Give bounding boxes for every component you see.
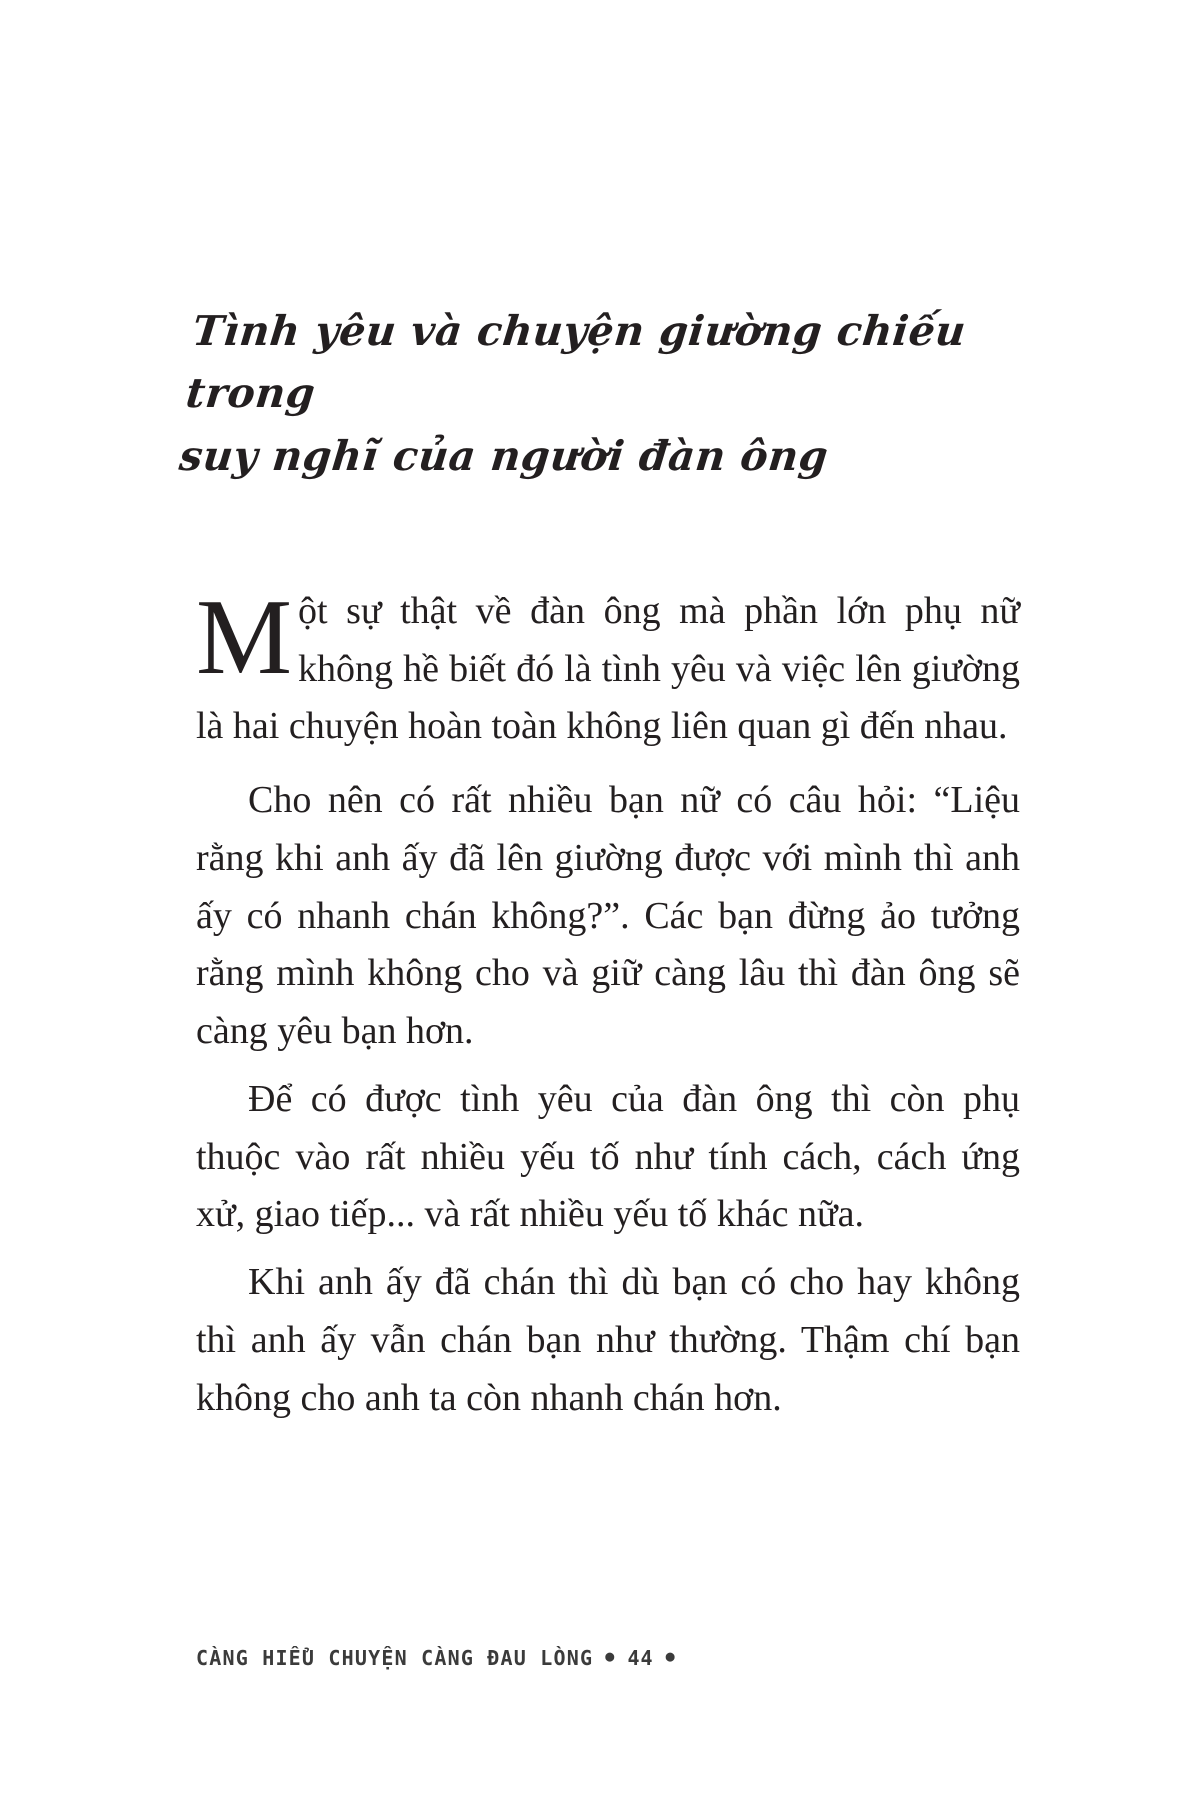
paragraph-1: Một sự thật về đàn ông mà phần lớn phụ nữ không hề biết đó là tình yêu và việc lên giường là hai chuyện hoàn toàn không liên quan gì đến nhau. (196, 577, 1020, 748)
page-number: 44 (627, 1646, 654, 1670)
paragraph-3: Để có được tình yêu của đàn ông thì còn phụ thuộc vào rất nhiều yếu tố như tính cách, cách ứng xử, giao tiếp... và rất nhiều yếu tố khác nữa. (196, 1077, 1020, 1236)
page-content (177, 300, 1020, 1437)
page-footer (196, 1646, 1020, 1670)
page-title: Tình yêu và chuyện giường chiếu trong suy nghĩ của người đàn ông (177, 307, 969, 480)
body-text (196, 577, 1020, 1428)
footer-book-title: CÀNG HIỂU CHUYỆN CÀNG ĐAU LÒNG (196, 1646, 594, 1670)
paragraph-4: Khi anh ấy đã chán thì dù bạn có cho hay không thì anh ấy vẫn chán bạn như thường. Thậm chí bạn không cho anh ta còn nhanh chán hơn. (196, 1261, 1020, 1419)
footer-left-dot-icon: ● (605, 1646, 616, 1665)
footer-right-dot-icon: ● (665, 1646, 676, 1665)
paragraph-2: Cho nên có rất nhiều bạn nữ có câu hỏi: “Liệu rằng khi anh ấy đã lên giường được với mình thì anh ấy có nhanh chán không?”. Các bạn đừng ảo tưởng rằng mình không cho và giữ càng lâu thì đàn ông sẽ càng yêu bạn hơn. (196, 779, 1020, 1053)
